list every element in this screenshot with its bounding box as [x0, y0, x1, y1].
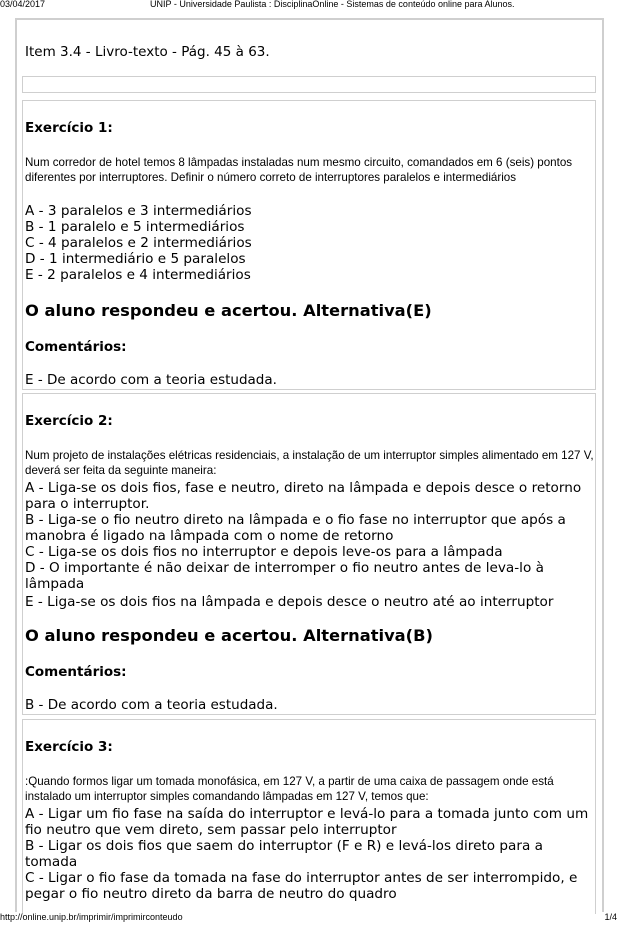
exercise-1-comment: E - De acordo com a teoria estudada.: [25, 372, 277, 388]
exercise-2-option-d: D - O importante é não deixar de interromper o fio neutro antes de leva-lo à lâmpada: [25, 560, 544, 592]
print-header: [0, 0, 619, 12]
exercise-2-question: Num projeto de instalações elétricas residenciais, a instalação de um interruptor simples alimentado em 127 V, deverá ser feita da seguinte maneira:: [25, 449, 594, 477]
exercise-1-option-b: B - 1 paralelo e 5 intermediários: [25, 219, 245, 235]
exercise-2-title: Exercício 2:: [25, 413, 113, 429]
exercise-1-option-d: D - 1 intermediário e 5 paralelos: [25, 251, 246, 267]
exercise-3-option-c: C - Ligar o fio fase da tomada na fase do interruptor antes de ser interrompido, e pegar o fio neutro direto da barra de neutro do quadro: [25, 870, 578, 902]
exercise-2-comment: B - De acordo com a teoria estudada.: [25, 697, 278, 713]
print-url: http://online.unip.br/imprimir/imprimirconteudo: [0, 912, 183, 922]
exercise-2-result: O aluno respondeu e acertou. Alternativa(B): [25, 626, 433, 645]
exercise-1-option-c: C - 4 paralelos e 2 intermediários: [25, 235, 252, 251]
print-page-number: 1/4: [604, 912, 617, 922]
exercise-2-option-a: A - Liga-se os dois fios, fase e neutro, direto na lâmpada e depois desce o retorno para o interruptor.: [25, 480, 582, 512]
exercise-1-comments-label: Comentários:: [25, 339, 127, 355]
exercise-2-comments-label: Comentários:: [25, 664, 127, 680]
print-page-title: UNIP - Universidade Paulista : DisciplinaOnline - Sistemas de conteúdo online para Alunos.: [150, 0, 515, 9]
print-footer: [0, 912, 619, 924]
exercise-3-option-a: A - Ligar um fio fase na saída do interruptor e levá-lo para a tomada junto com um fio neutro que vem direto, sem passar pelo interruptor: [25, 806, 589, 838]
exercise-2-option-c: C - Liga-se os dois fios no interruptor e depois leve-os para a lâmpada: [25, 544, 503, 560]
empty-box: [22, 76, 596, 93]
print-date: 03/04/2017: [0, 0, 46, 9]
exercise-1-option-e: E - 2 paralelos e 4 intermediários: [25, 267, 251, 283]
exercise-2-option-b: B - Liga-se o fio neutro direto na lâmpada e o fio fase no interruptor que após a manobra é ligado na lâmpada com o nome de retorno: [25, 512, 566, 544]
exercise-1-result: O aluno respondeu e acertou. Alternativa(E): [25, 301, 432, 320]
item-title: Item 3.4 - Livro-texto - Pág. 45 à 63.: [25, 44, 270, 60]
exercise-1-question: Num corredor de hotel temos 8 lâmpadas instaladas num mesmo circuito, comandados em 6 (seis) pontos diferentes por interruptores. Definir o número correto de interruptores paralelos e intermediários: [25, 156, 573, 184]
exercise-3-option-b: B - Ligar os dois fios que saem do interruptor (F e R) e levá-los direto para a tomada: [25, 838, 543, 870]
exercise-1-option-a: A - 3 paralelos e 3 intermediários: [25, 203, 252, 219]
exercise-2-option-e: E - Liga-se os dois fios na lâmpada e depois desce o neutro até ao interruptor: [25, 594, 554, 610]
exercise-3-question: :Quando formos ligar um tomada monofásica, em 127 V, a partir de uma caixa de passagem onde está instalado um interruptor simples comandando lâmpadas em 127 V, temos que:: [25, 775, 554, 803]
exercise-3-title: Exercício 3:: [25, 739, 113, 755]
exercise-1-title: Exercício 1:: [25, 120, 113, 136]
